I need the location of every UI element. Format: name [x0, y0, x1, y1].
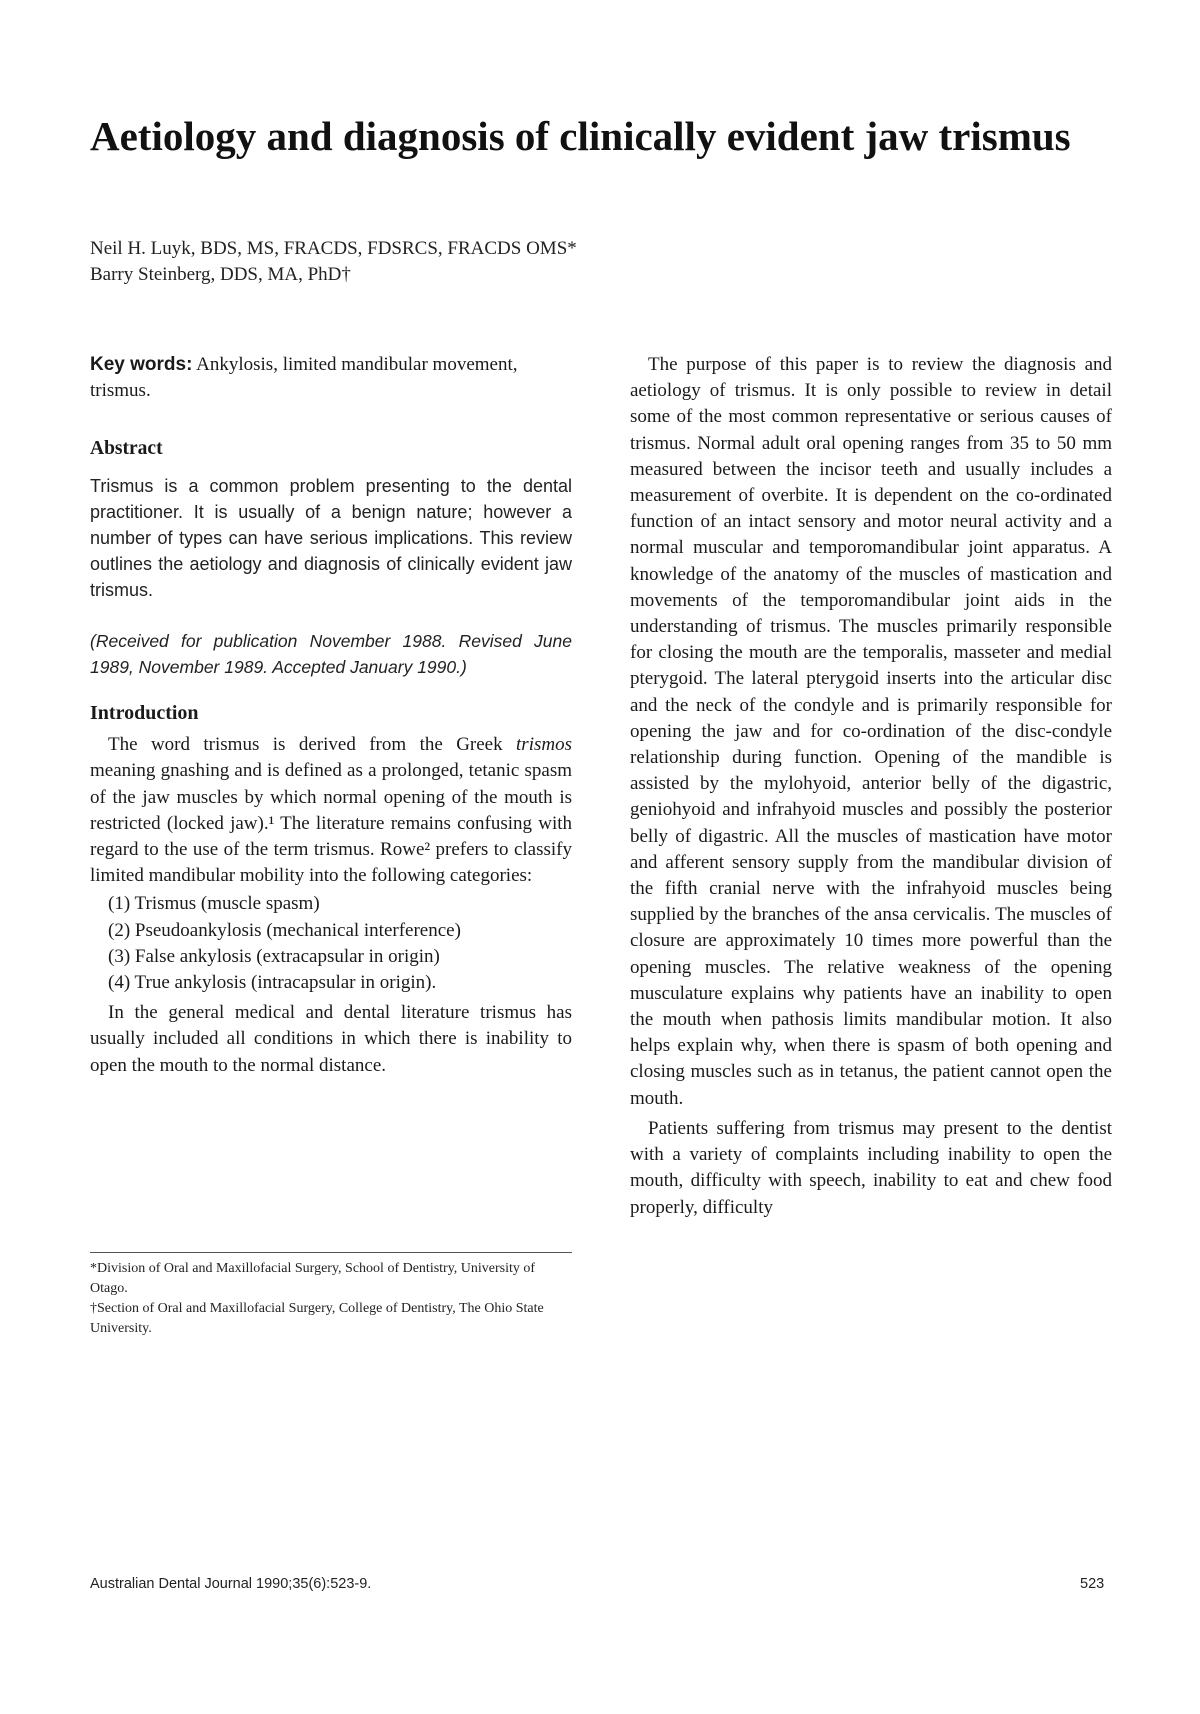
left-column	[90, 352, 572, 1079]
body-paragraph-1: The purpose of this paper is to review the diagnosis and aetiology of trismus. It is only possible to review in detail some of the most common representative or serious causes of trismus. Normal adult oral opening ranges from 35 to 50 mm measured between the incisor teeth and usually includes a measurement of overbite. It is dependent on the co-ordinated function of an intact sensory and motor neural activity and a normal muscular and temporomandibular joint apparatus. A knowledge of the anatomy of the muscles of mastication and movements of the temporomandibular joint aids in the understanding of trismus. The muscles primarily responsible for closing the mouth are the temporalis, masseter and medial pterygoid. The lateral pterygoid inserts into the articular disc and the neck of the condyle and is primarily responsible for opening the jaw and for co-ordination of the disc-condyle relationship during function. Opening of the mandible is assisted by the mylohyoid, anterior belly of the digastric, geniohyoid and infrahyoid muscles and possibly the posterior belly of digastric. All the muscles of mastication have motor and afferent sensory supply from the mandibular division of the fifth cranial nerve with the infrahyoid muscles being supplied by the branches of the ansa cervicalis. The muscles of closure are approximately 10 times more powerful than the opening muscles. The relative weakness of the opening musculature explains why patients have an inability to open the mouth when pathosis limits mandibular motion. It also helps explain why, when there is spasm of both opening and closing muscles such as in tetanus, the patient cannot open the mouth.	[630, 354, 1112, 1109]
author-list	[90, 236, 1090, 288]
footnotes	[90, 1252, 572, 1339]
intro-paragraph-2: In the general medical and dental literature trismus has usually included all conditions in which there is inability to open the mouth to the normal distance.	[90, 1002, 572, 1076]
body-paragraph-2: Patients suffering from trismus may present to the dentist with a variety of complaints including inability to open the mouth, difficulty with speech, inability to eat and chew food properly, difficulty	[630, 1117, 1112, 1218]
received-dates: (Received for publication November 1988. Revised June 1989, November 1989. Accepted January 1990.)	[90, 630, 572, 677]
abstract-body: Trismus is a common problem presenting to the dental practitioner. It is usually of a benign nature; however a number of types can have serious implications. This review outlines the aetiology and diagnosis of clinically evident jaw trismus.	[90, 475, 572, 601]
category-item: (2) Pseudoankylosis (mechanical interference)	[108, 919, 461, 941]
greek-term: trismos	[516, 734, 572, 756]
author-line: Neil H. Luyk, BDS, MS, FRACDS, FDSRCS, FRACDS OMS*	[90, 238, 577, 259]
keywords-label: Key words:	[90, 354, 193, 375]
intro-paragraph	[90, 732, 572, 889]
intro-text-start: The word trismus is derived from the Greek	[108, 734, 517, 756]
author-line: Barry Steinberg, DDS, MA, PhD†	[90, 264, 351, 285]
right-column	[630, 352, 1112, 1221]
intro-text-end: meaning gnashing and is defined as a prolonged, tetanic spasm of the jaw muscles by which normal opening of the mouth is restricted (locked jaw).¹ The literature remains confusing with regard to the use of the term trismus. Rowe² prefers to classify limited mandibular mobility into the following categories:	[90, 760, 572, 887]
footnote: †Section of Oral and Maxillofacial Surgery, College of Dentistry, The Ohio State University.	[90, 1301, 544, 1336]
footnote: *Division of Oral and Maxillofacial Surgery, School of Dentistry, University of Otago.	[90, 1261, 536, 1296]
page-number: 523	[1080, 1576, 1105, 1592]
category-item: (1) Trismus (muscle spasm)	[108, 893, 320, 915]
introduction-heading: Introduction	[90, 702, 199, 725]
keywords	[90, 352, 572, 404]
keywords-text: Ankylosis, limited mandibular movement, trismus.	[90, 354, 518, 402]
journal-citation: Australian Dental Journal 1990;35(6):523-9.	[90, 1576, 372, 1592]
category-item: (3) False ankylosis (extracapsular in origin)	[108, 945, 440, 967]
paper-title: Aetiology and diagnosis of clinically evident jaw trismus	[90, 113, 1071, 159]
category-list	[90, 891, 572, 996]
abstract-heading: Abstract	[90, 438, 163, 460]
category-item: (4) True ankylosis (intracapsular in origin).	[108, 972, 437, 994]
